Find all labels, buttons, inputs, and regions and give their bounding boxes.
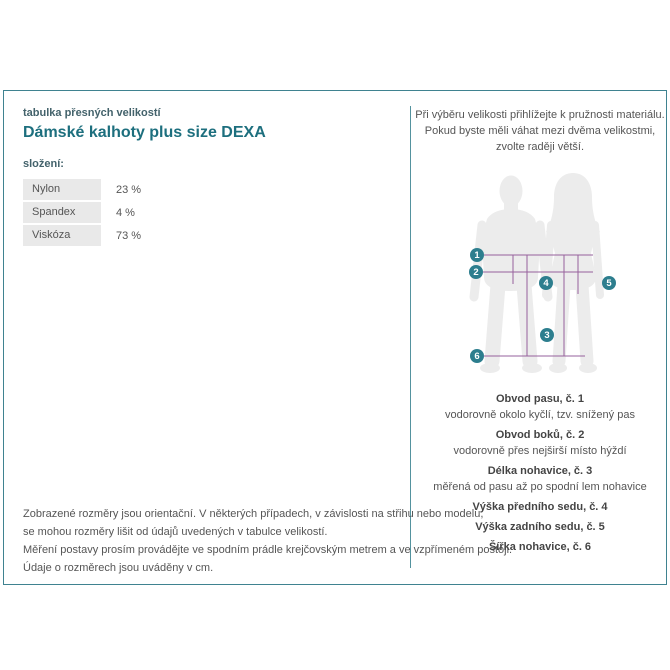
measurement-name: Výška zadního sedu, č. 5 — [475, 521, 605, 533]
disclaimer-line: Zobrazené rozměry jsou orientační. V některých případech, v závislosti na střihu nebo modelu, — [23, 508, 484, 520]
material-percent-cell: 23 % — [116, 183, 142, 196]
disclaimer-line: Údaje o rozměrech jsou uváděny v cm. — [23, 562, 214, 574]
sizing-advice-line: Pokud byste měli váhat mezi dvěma velikostmi, — [424, 125, 656, 137]
marker-6 — [470, 349, 484, 363]
table-row — [23, 179, 283, 200]
table-row — [23, 202, 283, 223]
svg-text:4: 4 — [543, 278, 549, 289]
material-name-cell: Spandex — [23, 202, 101, 223]
svg-text:1: 1 — [474, 250, 480, 261]
measurement-description: měřená od pasu až po spodní lem nohavice — [433, 481, 647, 493]
measurement-description: vodorovně přes nejširší místo hýždí — [453, 445, 627, 457]
svg-text:6: 6 — [474, 351, 480, 362]
material-percent-cell: 4 % — [116, 206, 135, 219]
composition-table — [23, 179, 283, 248]
svg-text:2: 2 — [473, 267, 479, 278]
size-chart-panel — [3, 90, 667, 585]
list-item — [414, 391, 666, 423]
list-item — [414, 519, 666, 535]
marker-2 — [469, 265, 483, 279]
disclaimer-line: se mohou rozměry lišit od údajů uvedených v tabulce velikostí. — [23, 526, 328, 538]
table-row — [23, 225, 283, 246]
sizing-advice-line: Při výběru velikosti přihlížejte k pružnosti materiálu. — [415, 109, 665, 121]
marker-3 — [540, 328, 554, 342]
column-divider — [410, 106, 411, 568]
measurement-name: Délka nohavice, č. 3 — [487, 465, 593, 477]
marker-4 — [539, 276, 553, 290]
list-item — [414, 539, 666, 555]
measurement-name: Šířka nohavice, č. 6 — [488, 541, 592, 553]
svg-text:3: 3 — [544, 330, 550, 341]
measurement-name: Obvod pasu, č. 1 — [495, 393, 585, 405]
male-silhouette-icon — [474, 176, 548, 374]
disclaimer-line: Měření postavy prosím provádějte ve spodním prádle krejčovským metrem a ve vzpřímeném postoji. — [23, 544, 513, 556]
table-eyebrow-label: tabulka přesných velikostí — [23, 107, 161, 119]
measurement-description: vodorovně okolo kyčlí, tzv. snížený pas — [445, 409, 635, 421]
list-item — [414, 499, 666, 515]
material-name-cell: Viskóza — [23, 225, 101, 246]
sizing-advice-line: zvolte raději větší. — [495, 141, 585, 153]
female-silhouette-icon — [546, 173, 600, 373]
measurement-diagram — [453, 163, 639, 379]
material-percent-cell: 73 % — [116, 229, 142, 242]
measurement-name: Výška předního sedu, č. 4 — [472, 501, 608, 513]
composition-section-label: složení: — [23, 158, 64, 170]
svg-text:5: 5 — [606, 278, 612, 289]
list-item — [414, 427, 666, 459]
marker-5 — [602, 276, 616, 290]
measurement-name: Obvod boků, č. 2 — [495, 429, 585, 441]
list-item — [414, 463, 666, 495]
marker-1 — [470, 248, 484, 262]
measurement-legend — [414, 391, 666, 559]
page-title: Dámské kalhoty plus size DEXA — [23, 124, 266, 141]
material-name-cell: Nylon — [23, 179, 101, 200]
sizing-advice-text — [414, 107, 666, 155]
